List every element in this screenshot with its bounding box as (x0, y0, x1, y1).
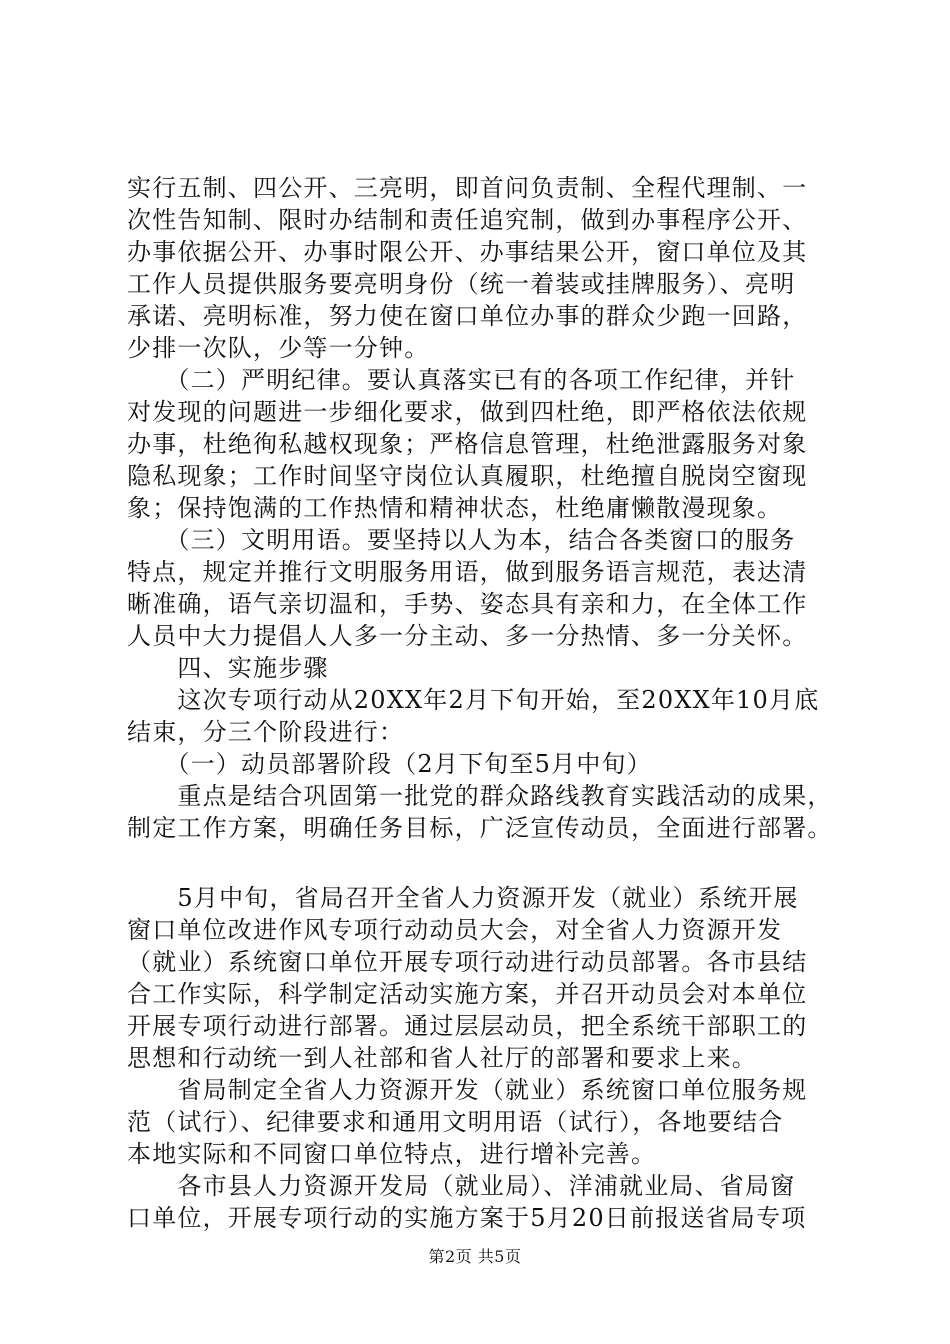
text-line: 窗口单位改进作风专项行动动员大会，对全省人力资源开发 (127, 916, 783, 944)
text-line: 晰准确，语气亲切温和，手势、姿态具有亲和力，在全体工作 (127, 590, 808, 618)
text-line: 思想和行动统一到人社部和省人社厅的部署和要求上来。 (127, 1044, 757, 1072)
text-line: 各市县人力资源开发局（就业局）、洋浦就业局、省局窗 (127, 1172, 796, 1200)
text-line: 口单位，开展专项行动的实施方案于5月20日前报送省局专项 (127, 1204, 807, 1232)
text-line: 制定工作方案，明确任务目标，广泛宣传动员，全面进行部署。 (127, 814, 833, 842)
text-line: 结束，分三个阶段进行： (127, 718, 405, 746)
paragraph-gap (127, 844, 847, 882)
text-line: 实行五制、四公开、三亮明，即首问负责制、全程代理制、一 (127, 174, 808, 202)
page-number-footer: 第2页 共5页 (428, 1247, 522, 1266)
text-line: （就业）系统窗口单位开展专项行动进行动员部署。各市县结 (127, 948, 808, 976)
text-line: 开展专项行动进行部署。通过层层动员，把全系统干部职工的 (127, 1012, 808, 1040)
text-line: 特点，规定并推行文明服务用语，做到服务语言规范，表达清 (127, 558, 808, 586)
text-line: 对发现的问题进一步细化要求，做到四杜绝，即严格依法依规 (127, 398, 808, 426)
subsection-heading: （一）动员部署阶段（2月下旬至5月中旬） (127, 750, 652, 778)
text-line: 5月中旬，省局召开全省人力资源开发（就业）系统开展 (127, 884, 799, 912)
body-text (127, 172, 847, 1234)
text-line: 象；保持饱满的工作热情和精神状态，杜绝庸懒散漫现象。 (127, 494, 783, 522)
text-line: 次性告知制、限时办结制和责任追究制，做到办事程序公开、 (127, 206, 808, 234)
text-line: 隐私现象；工作时间坚守岗位认真履职，杜绝擅自脱岗空窗现 (127, 462, 808, 490)
text-line: 少排一次队，少等一分钟。 (127, 334, 430, 362)
text-line: 合工作实际，科学制定活动实施方案，并召开动员会对本单位 (127, 980, 808, 1008)
text-line: 办事依据公开、办事时限公开、办事结果公开，窗口单位及其 (127, 238, 808, 266)
text-line: 这次专项行动从20XX年2月下旬开始，至20XX年10月底 (127, 686, 820, 714)
text-line: 办事，杜绝徇私越权现象；严格信息管理，杜绝泄露服务对象 (127, 430, 808, 458)
text-line: （二）严明纪律。要认真落实已有的各项工作纪律，并针 (127, 366, 796, 394)
text-line: 省局制定全省人力资源开发（就业）系统窗口单位服务规 (127, 1076, 808, 1104)
text-line: 工作人员提供服务要亮明身份（统一着装或挂牌服务）、亮明 (127, 270, 796, 298)
text-line: 范（试行）、纪律要求和通用文明用语（试行），各地要结合 (127, 1108, 784, 1136)
text-line: 重点是结合巩固第一批党的群众路线教育实践活动的成果， (127, 782, 833, 810)
text-line: 人员中大力提倡人人多一分主动、多一分热情、多一分关怀。 (127, 622, 808, 650)
text-line: 承诺、亮明标准，努力使在窗口单位办事的群众少跑一回路， (127, 302, 808, 330)
text-line: 本地实际和不同窗口单位特点，进行增补完善。 (127, 1140, 657, 1168)
section-heading: 四、实施步骤 (127, 654, 329, 682)
text-line: （三）文明用语。要坚持以人为本，结合各类窗口的服务 (127, 526, 796, 554)
